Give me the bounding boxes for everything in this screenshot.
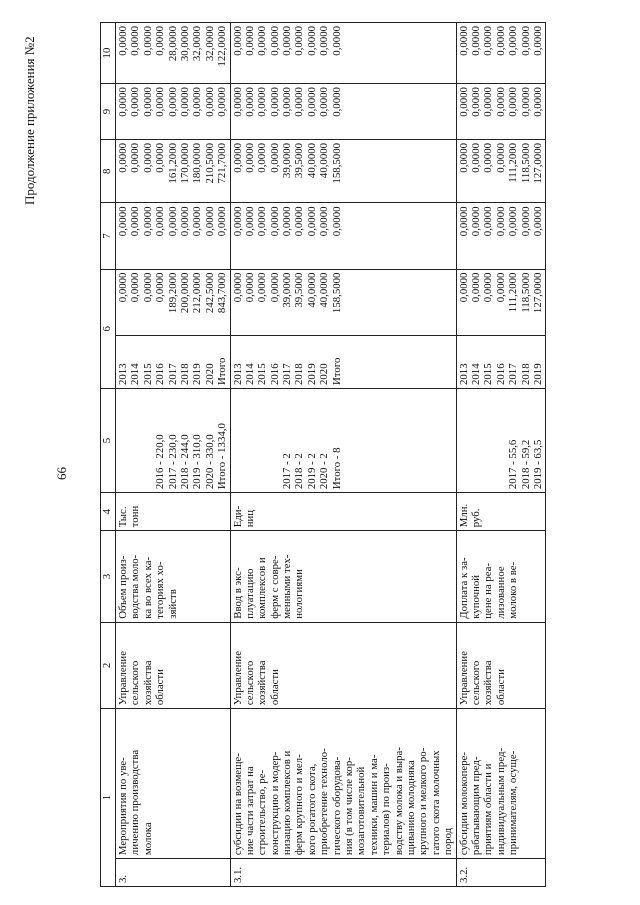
funding-total-cell — [456, 269, 546, 335]
funding-other-line: 0,0000 — [507, 26, 520, 56]
executor-line: Управление — [457, 650, 470, 706]
indicator-line: молоко в ве- — [507, 561, 520, 619]
funding-local-line: 0,0000 — [330, 87, 343, 117]
indicator-line: Ввод в экс- — [231, 567, 244, 619]
target-values-line — [495, 392, 507, 489]
target-values-line — [269, 392, 281, 489]
executor-line: хозяйства — [256, 660, 269, 706]
target-values-line — [482, 392, 494, 489]
col-header-8: 8 — [101, 139, 116, 203]
table-row — [456, 23, 546, 887]
executor-line: Управление — [231, 650, 244, 706]
funding-total-line: 0,0000 — [494, 272, 507, 303]
years-line: 2019 — [531, 363, 544, 385]
target-values-line: Итого - 1334,0 — [216, 423, 229, 490]
indicator-line: лизованное — [494, 566, 507, 619]
years-cell — [456, 335, 546, 388]
funding-total-line: 0,0000 — [117, 272, 129, 303]
funding-other-cell — [230, 23, 456, 84]
funding-local-line: 0,0000 — [243, 87, 256, 117]
funding-other-line: 0,0000 — [305, 26, 318, 56]
activity-name-line: рабатывающим пред- — [469, 756, 482, 856]
years-line: 2018 — [519, 363, 532, 385]
funding-federal-line: 0,0000 — [469, 206, 482, 237]
funding-regional-line: 170,0000 — [178, 142, 191, 184]
activity-name-line: субсидии на возмеще- — [231, 753, 244, 856]
target-values-cell — [230, 388, 456, 492]
funding-regional-cell — [230, 139, 456, 203]
funding-total-line: 200,0000 — [178, 272, 191, 314]
indicator-line: нологиями — [293, 569, 306, 619]
unit-line: Еди- — [231, 505, 244, 528]
target-values-line: 2016 - 220,0 — [154, 434, 167, 490]
executor-line: хозяйства — [141, 660, 154, 706]
target-values-line: Итого - 8 — [330, 447, 343, 490]
target-values-line: 2018 - 2 — [293, 453, 306, 490]
target-values-line — [256, 392, 268, 489]
funding-federal-line: 0,0000 — [154, 206, 167, 237]
funding-total-line: 0,0000 — [268, 272, 281, 303]
column-number-row — [101, 23, 116, 887]
funding-other-line: 0,0000 — [293, 26, 306, 56]
funding-federal-line: 0,0000 — [305, 206, 318, 237]
funding-total-line: 843,7000 — [216, 272, 229, 314]
funding-regional-line: 0,0000 — [117, 142, 129, 173]
unit-cell — [456, 493, 546, 531]
years-line: 2015 — [141, 363, 154, 385]
funding-regional-line: 0,0000 — [268, 142, 281, 173]
activity-name-line: гического оборудова- — [330, 756, 343, 856]
target-values-line — [458, 392, 470, 489]
funding-regional-line: 0,0000 — [469, 142, 482, 173]
funding-local-line: 0,0000 — [293, 87, 306, 117]
funding-other-line: 0,0000 — [117, 26, 129, 56]
funding-federal-line: 0,0000 — [117, 206, 129, 237]
funding-other-line: 0,0000 — [129, 26, 142, 56]
funding-regional-line: 40,0000 — [305, 142, 318, 179]
funding-other-line: 0,0000 — [482, 26, 495, 56]
col-header-10: 10 — [101, 23, 116, 84]
funding-other-cell — [456, 23, 546, 84]
col-header-9: 9 — [101, 84, 116, 140]
funding-total-line: 118,5000 — [519, 272, 532, 313]
col-header-6: 6 — [101, 269, 116, 388]
funding-regional-line: 0,0000 — [129, 142, 142, 173]
funding-total-line: 40,0000 — [305, 272, 318, 308]
target-values-line: 2020 - 2 — [318, 453, 331, 490]
funding-other-line: 0,0000 — [243, 26, 256, 56]
funding-other-line: 32,0000 — [203, 26, 216, 62]
executor-line: Управление — [117, 650, 129, 706]
indicator-line: ферм с совре- — [268, 555, 281, 619]
funding-federal-line: 0,0000 — [243, 206, 256, 237]
funding-regional-line: 161,2000 — [166, 142, 179, 184]
funding-federal-line: 0,0000 — [482, 206, 495, 237]
activity-name-line: водству молока и выра- — [392, 747, 405, 856]
years-line: 2016 — [154, 363, 167, 385]
unit-line: Тыс. — [117, 506, 129, 528]
funding-regional-line: 39,0000 — [281, 142, 294, 179]
years-line: 2014 — [469, 363, 482, 385]
funding-other-line: 0,0000 — [469, 26, 482, 56]
years-line: 2016 — [268, 363, 281, 385]
target-values-line: 2019 - 63,5 — [531, 439, 544, 490]
funding-total-line: 127,0000 — [531, 272, 544, 314]
years-line: 2013 — [117, 363, 129, 385]
target-values-line — [142, 392, 154, 489]
funding-federal-line: 0,0000 — [141, 206, 154, 237]
funding-regional-line: 127,0000 — [531, 142, 544, 184]
activity-name-line: крупного и мелкого ро- — [417, 747, 430, 856]
funding-total-line: 189,2000 — [166, 272, 179, 314]
funding-federal-line: 0,0000 — [531, 206, 544, 237]
executor-line: сельского — [243, 660, 256, 706]
indicator-line: ка во всех ка- — [141, 556, 154, 619]
funding-other-line: 0,0000 — [494, 26, 507, 56]
target-values-line: 2017 - 55,6 — [507, 439, 520, 490]
funding-regional-line: 0,0000 — [494, 142, 507, 173]
activity-name-line: ферм крупного и мел- — [293, 754, 306, 856]
funding-regional-line: 0,0000 — [243, 142, 256, 173]
funding-regional-line: 0,0000 — [256, 142, 269, 173]
indicator-cell — [230, 531, 456, 622]
target-values-line: 2017 - 230,0 — [166, 434, 179, 490]
funding-local-line: 0,0000 — [178, 87, 191, 117]
funding-local-line: 0,0000 — [507, 87, 520, 117]
funding-total-line: 111,2000 — [507, 272, 520, 313]
funding-local-cell — [116, 84, 231, 140]
funding-total-line: 0,0000 — [154, 272, 167, 303]
table-row — [116, 23, 231, 887]
indicator-cell — [116, 531, 231, 622]
years-cell — [116, 335, 231, 388]
activity-name-line: пород — [442, 827, 455, 856]
funding-total-cell — [230, 269, 456, 335]
indicator-line: тегориях хо- — [154, 561, 167, 619]
indicator-cell — [456, 531, 546, 622]
unit-line: руб. — [469, 508, 482, 528]
funding-total-line: 0,0000 — [469, 272, 482, 303]
funding-other-line: 0,0000 — [519, 26, 532, 56]
funding-regional-line: 158,5000 — [330, 142, 343, 184]
funding-local-line: 0,0000 — [166, 87, 179, 117]
years-line: 2019 — [305, 363, 318, 385]
activity-name-line: индивидуальным пред- — [494, 747, 507, 856]
funding-total-line: 0,0000 — [243, 272, 256, 303]
funding-local-line: 0,0000 — [256, 87, 269, 117]
executor-cell — [456, 622, 546, 708]
funding-other-line: 28,0000 — [166, 26, 179, 62]
activity-name-line: Мероприятия по уве- — [117, 757, 129, 856]
executor-cell — [230, 622, 456, 708]
program-table — [100, 22, 546, 887]
funding-regional-line: 40,0000 — [318, 142, 331, 179]
executor-line: сельского — [129, 660, 142, 706]
years-line: Итого — [330, 357, 343, 385]
activity-name-cell — [116, 709, 231, 859]
activity-name-line: ние части затрат на — [243, 766, 256, 856]
funding-federal-line: 0,0000 — [330, 206, 343, 237]
funding-local-line: 0,0000 — [482, 87, 495, 117]
funding-federal-cell — [230, 203, 456, 269]
funding-total-line: 0,0000 — [129, 272, 142, 303]
years-cell — [230, 335, 456, 388]
funding-federal-line: 0,0000 — [457, 206, 470, 237]
years-line: 2015 — [256, 363, 269, 385]
years-line: 2017 — [166, 363, 179, 385]
unit-line: Млн. — [457, 503, 470, 528]
indicator-line: купочной — [469, 574, 482, 619]
unit-cell — [230, 493, 456, 531]
funding-regional-line: 39,5000 — [293, 142, 306, 179]
indicator-line: менными тех- — [281, 554, 294, 619]
executor-line: области — [494, 669, 507, 706]
target-values-cell — [456, 388, 546, 492]
funding-regional-line: 210,5000 — [203, 142, 216, 184]
page-number: 66 — [54, 467, 69, 480]
indicator-line: цене на реа- — [482, 562, 495, 619]
indicator-line: Объем произ- — [117, 555, 129, 619]
funding-local-line: 0,0000 — [231, 87, 244, 117]
funding-federal-cell — [116, 203, 231, 269]
activity-name-line: приобретение техноло- — [318, 748, 331, 856]
activity-name-line: молока — [141, 822, 154, 856]
years-line: Итого — [216, 357, 229, 385]
table-row — [230, 23, 456, 887]
funding-regional-line: 0,0000 — [141, 142, 154, 173]
col-header-2: 2 — [101, 622, 116, 708]
funding-federal-line: 0,0000 — [231, 206, 244, 237]
funding-federal-line: 0,0000 — [216, 206, 229, 237]
funding-regional-line: 118,5000 — [519, 142, 532, 184]
funding-local-line: 0,0000 — [469, 87, 482, 117]
funding-federal-line: 0,0000 — [318, 206, 331, 237]
activity-name-line: щиванию молодняка — [404, 760, 417, 856]
indicator-line: зяйств — [166, 589, 179, 619]
years-line: 2017 — [507, 363, 520, 385]
funding-other-line: 0,0000 — [318, 26, 331, 56]
target-values-line — [117, 392, 129, 489]
funding-local-line: 0,0000 — [141, 87, 154, 117]
executor-line: хозяйства — [482, 660, 495, 706]
row-number-cell: 3.1. — [230, 859, 456, 887]
executor-line: области — [268, 669, 281, 706]
funding-local-line: 0,0000 — [531, 87, 544, 117]
funding-total-line: 39,0000 — [281, 272, 294, 308]
appendix-note: Продолжение приложения №2 — [22, 36, 37, 205]
indicator-line: комплексов и — [256, 557, 269, 619]
funding-local-line: 0,0000 — [281, 87, 294, 117]
row-number-cell: 3. — [116, 859, 231, 887]
funding-other-line: 0,0000 — [154, 26, 167, 56]
years-line: 2018 — [293, 363, 306, 385]
years-line: 2020 — [318, 363, 331, 385]
funding-other-line: 122,0000 — [216, 26, 229, 67]
target-values-line: 2020 - 330,0 — [203, 434, 216, 490]
funding-federal-line: 0,0000 — [293, 206, 306, 237]
funding-local-line: 0,0000 — [457, 87, 470, 117]
funding-federal-line: 0,0000 — [519, 206, 532, 237]
funding-federal-cell — [456, 203, 546, 269]
years-line: 2018 — [178, 363, 191, 385]
years-line: 2013 — [457, 363, 470, 385]
funding-regional-line: 0,0000 — [482, 142, 495, 173]
funding-total-line: 0,0000 — [482, 272, 495, 303]
col-header-4: 4 — [101, 493, 116, 531]
activity-name-cell — [230, 709, 456, 859]
funding-federal-line: 0,0000 — [203, 206, 216, 237]
activity-name-line: конструкцию и модер- — [268, 751, 281, 856]
funding-other-line: 30,0000 — [178, 26, 191, 62]
target-values-line — [232, 392, 244, 489]
funding-other-line: 0,0000 — [141, 26, 154, 56]
indicator-line: водства моло- — [129, 554, 142, 619]
funding-other-line: 0,0000 — [231, 26, 244, 56]
executor-line: области — [154, 669, 167, 706]
indicator-line: плуатацию — [243, 568, 256, 619]
funding-total-line: 0,0000 — [256, 272, 269, 303]
activity-name-line: принимателям, осуще- — [507, 750, 520, 856]
unit-line: тонн — [129, 505, 142, 528]
funding-federal-line: 0,0000 — [507, 206, 520, 237]
activity-name-line: субсидии молокопере- — [457, 752, 470, 856]
funding-other-line: 0,0000 — [330, 26, 343, 56]
funding-federal-line: 0,0000 — [281, 206, 294, 237]
funding-federal-line: 0,0000 — [178, 206, 191, 237]
funding-local-line: 0,0000 — [203, 87, 216, 117]
funding-local-cell — [230, 84, 456, 140]
funding-total-line: 0,0000 — [457, 272, 470, 303]
activity-name-line: приятиям области и — [482, 763, 495, 856]
years-line: 2016 — [494, 363, 507, 385]
activity-name-line: ния (в том числе кор- — [343, 757, 356, 856]
funding-total-line: 0,0000 — [231, 272, 244, 303]
activity-name-line: мозаготовительной — [355, 766, 368, 856]
executor-cell — [116, 622, 231, 708]
funding-total-line: 0,0000 — [141, 272, 154, 303]
funding-total-line: 158,5000 — [330, 272, 343, 314]
funding-local-line: 0,0000 — [216, 87, 229, 117]
target-values-line — [244, 392, 256, 489]
funding-other-line: 32,0000 — [191, 26, 204, 62]
years-line: 2019 — [191, 363, 204, 385]
funding-federal-line: 0,0000 — [268, 206, 281, 237]
activity-name-line: низацию комплексов и — [281, 750, 294, 856]
funding-local-line: 0,0000 — [494, 87, 507, 117]
col-header-3: 3 — [101, 531, 116, 622]
funding-local-line: 0,0000 — [154, 87, 167, 117]
target-values-line — [129, 392, 141, 489]
col-header-1: 1 — [101, 709, 116, 887]
funding-other-line: 0,0000 — [531, 26, 544, 56]
funding-regional-line: 721,7000 — [216, 142, 229, 184]
funding-other-cell — [116, 23, 231, 84]
funding-local-line: 0,0000 — [519, 87, 532, 117]
funding-total-cell — [116, 269, 231, 335]
funding-regional-cell — [116, 139, 231, 203]
row-number-cell: 3.2. — [456, 859, 546, 887]
funding-regional-line: 0,0000 — [457, 142, 470, 173]
funding-other-line: 0,0000 — [256, 26, 269, 56]
years-line: 2017 — [281, 363, 294, 385]
funding-federal-line: 0,0000 — [494, 206, 507, 237]
activity-name-line: личению производства — [129, 749, 142, 856]
target-values-cell — [116, 388, 231, 492]
target-values-line: 2019 - 310,0 — [191, 434, 204, 490]
activity-name-cell — [456, 709, 546, 859]
years-line: 2014 — [129, 363, 142, 385]
funding-regional-line: 0,0000 — [231, 142, 244, 173]
funding-federal-line: 0,0000 — [166, 206, 179, 237]
target-values-line: 2018 - 59,2 — [519, 439, 532, 490]
target-values-line: 2019 - 2 — [305, 453, 318, 490]
unit-line: ниц — [243, 509, 256, 528]
funding-local-line: 0,0000 — [129, 87, 142, 117]
funding-other-line: 0,0000 — [457, 26, 470, 56]
funding-local-line: 0,0000 — [305, 87, 318, 117]
years-line: 2014 — [243, 363, 256, 385]
funding-local-line: 0,0000 — [191, 87, 204, 117]
years-line: 2020 — [203, 363, 216, 385]
years-line: 2015 — [482, 363, 495, 385]
funding-local-line: 0,0000 — [117, 87, 129, 117]
indicator-line: Доплата к за- — [457, 557, 470, 619]
funding-regional-line: 0,0000 — [154, 142, 167, 173]
funding-other-line: 0,0000 — [268, 26, 281, 56]
funding-regional-line: 180,0000 — [191, 142, 204, 184]
activity-name-line: териалов) по произ- — [380, 763, 393, 856]
unit-cell — [116, 493, 231, 531]
executor-line: сельского — [469, 660, 482, 706]
col-header-5: 5 — [101, 388, 116, 492]
col-header-7: 7 — [101, 203, 116, 269]
target-values-line: 2018 - 244,0 — [178, 434, 191, 490]
funding-total-line: 212,0000 — [191, 272, 204, 314]
funding-total-line: 242,5000 — [203, 272, 216, 314]
years-line: 2013 — [231, 363, 244, 385]
activity-name-line: гатого скота молочных — [429, 750, 442, 856]
funding-other-line: 0,0000 — [281, 26, 294, 56]
funding-regional-line: 111,2000 — [507, 142, 520, 183]
funding-total-line: 39,5000 — [293, 272, 306, 308]
funding-local-line: 0,0000 — [318, 87, 331, 117]
funding-local-line: 0,0000 — [268, 87, 281, 117]
target-values-line — [470, 392, 482, 489]
activity-name-line: строительство, ре- — [256, 769, 269, 856]
funding-federal-line: 0,0000 — [129, 206, 142, 237]
activity-name-line: кого рогатого скота, — [305, 763, 318, 856]
funding-federal-line: 0,0000 — [191, 206, 204, 237]
funding-local-cell — [456, 84, 546, 140]
target-values-line: 2017 - 2 — [281, 453, 294, 490]
funding-federal-line: 0,0000 — [256, 206, 269, 237]
funding-regional-cell — [456, 139, 546, 203]
activity-name-line: техники, машин и ма- — [367, 754, 380, 856]
funding-total-line: 40,0000 — [318, 272, 331, 308]
